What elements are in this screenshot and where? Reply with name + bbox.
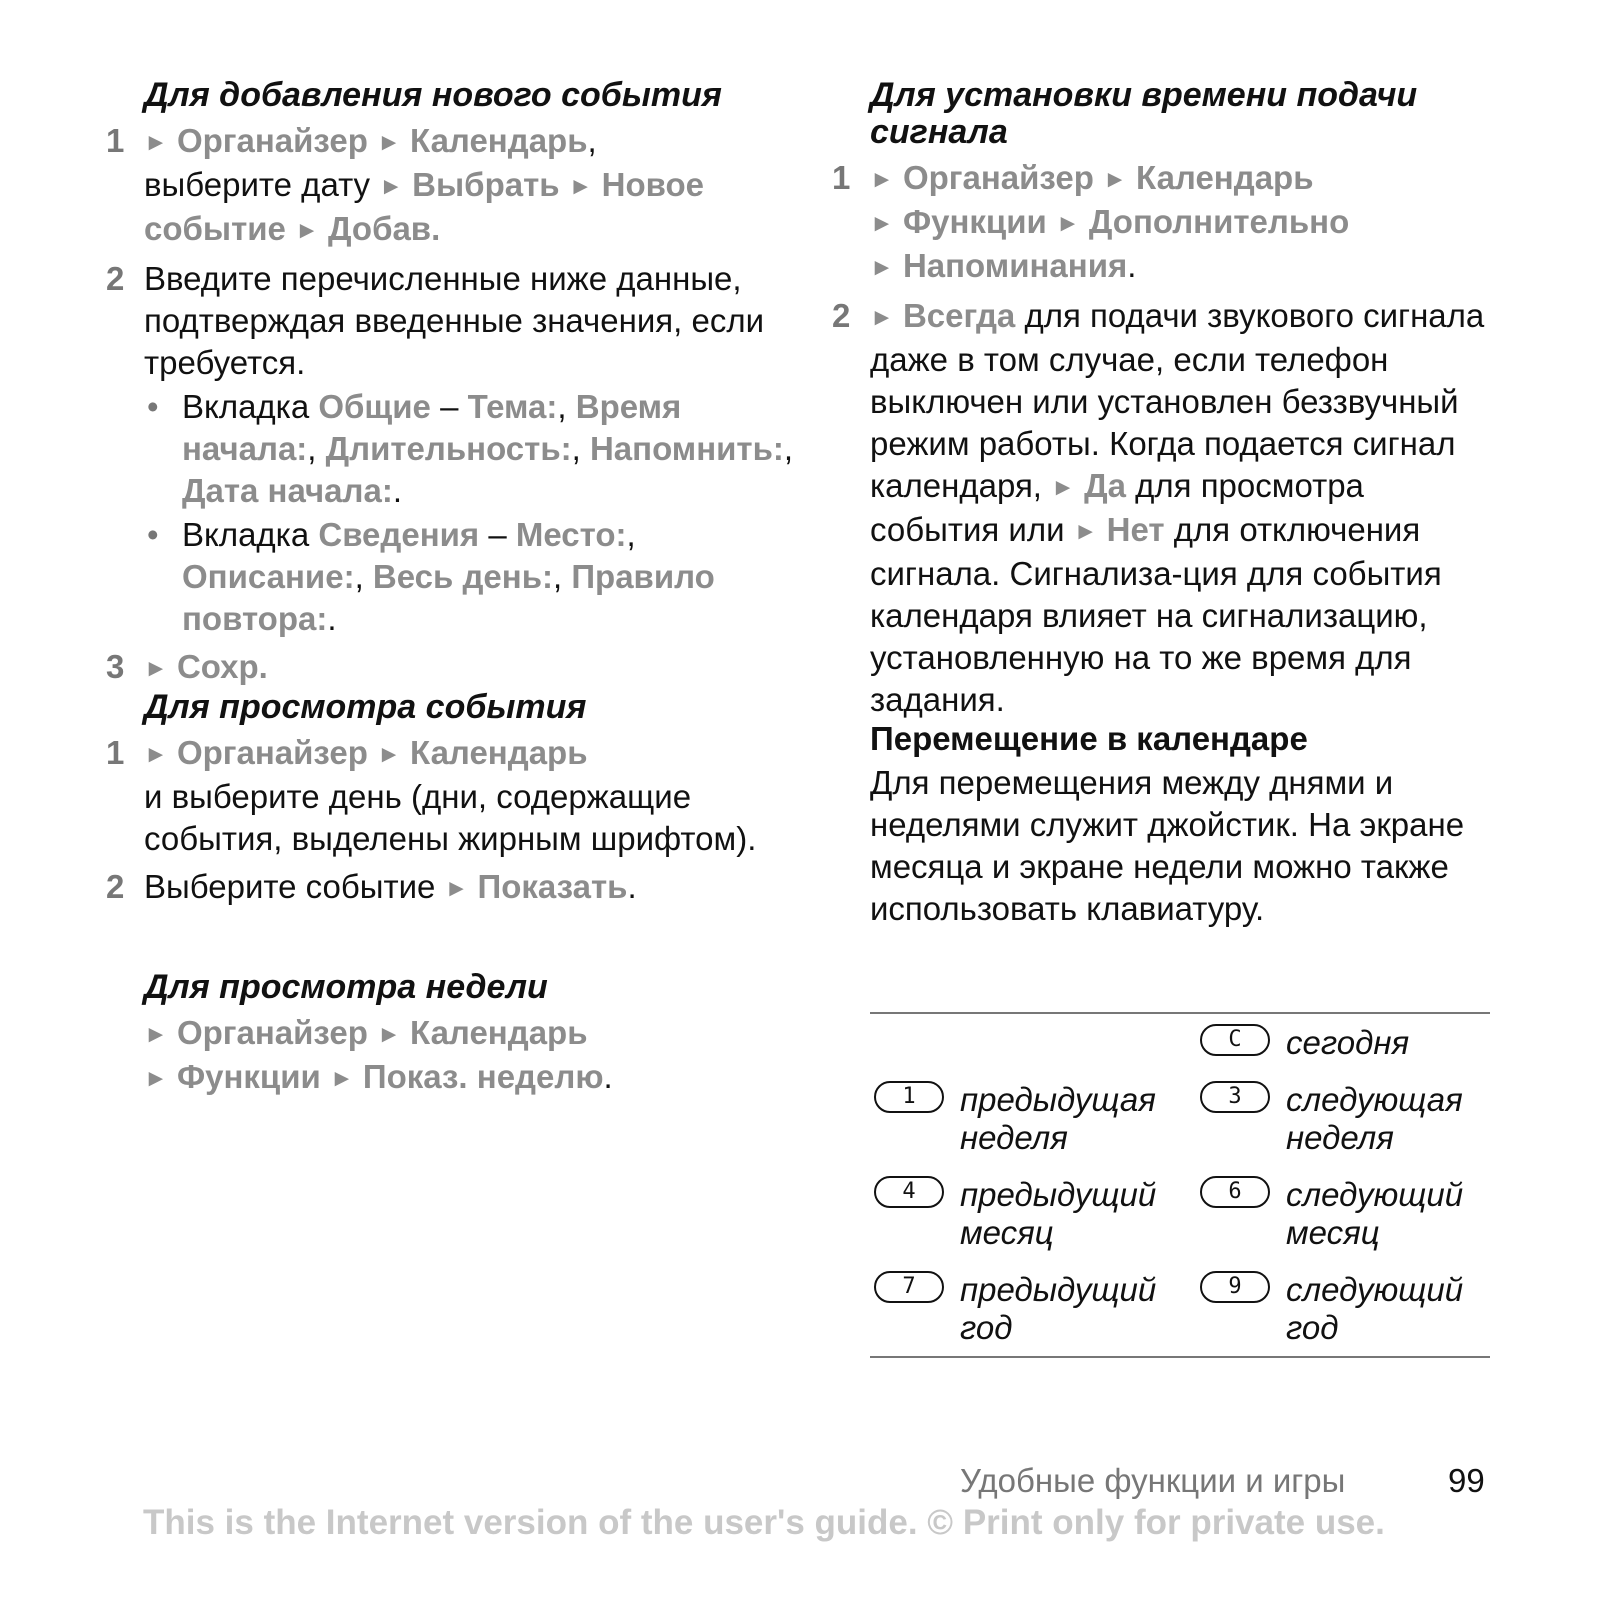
step-text: Введите перечисленные ниже данные, подтверждая введенные значения, если требуется. bbox=[144, 260, 765, 381]
period: . bbox=[327, 600, 337, 637]
watermark-text: This is the Internet version of the user's guide. © Print only for private use. bbox=[143, 1503, 1385, 1542]
key-9-icon: 9 bbox=[1200, 1271, 1270, 1303]
menu-item: Календарь bbox=[410, 122, 588, 159]
menu-item: Добав. bbox=[328, 210, 441, 247]
tab-prefix: Вкладка bbox=[182, 388, 310, 425]
page-number: 99 bbox=[1448, 1462, 1485, 1499]
field-name: Дата начала: bbox=[182, 472, 393, 509]
arrow-icon: ► bbox=[144, 1021, 168, 1048]
step-number: 1 bbox=[106, 734, 125, 771]
key-1-icon: 1 bbox=[874, 1081, 944, 1113]
comma: , bbox=[587, 122, 597, 159]
step-item bbox=[106, 732, 796, 860]
arrow-icon: ► bbox=[870, 166, 894, 193]
key-4-icon: 4 bbox=[874, 1176, 944, 1208]
step-number: 2 bbox=[832, 297, 851, 334]
key-label: предыдущая неделя bbox=[960, 1081, 1156, 1156]
arrow-icon: ► bbox=[870, 210, 894, 237]
field-name: Напомнить: bbox=[589, 430, 784, 467]
field-name: Длительность: bbox=[325, 430, 572, 467]
comma: , bbox=[783, 430, 794, 467]
arrow-icon: ► bbox=[377, 1021, 401, 1048]
arrow-icon: ► bbox=[377, 741, 401, 768]
key-label: предыдущий год bbox=[960, 1271, 1157, 1346]
step-number: 1 bbox=[106, 122, 125, 159]
key-3-icon: 3 bbox=[1200, 1081, 1270, 1113]
menu-item: Органайзер bbox=[176, 734, 368, 771]
menu-item: Новое событие bbox=[144, 166, 704, 247]
menu-item: Сохр. bbox=[176, 648, 268, 685]
step-number: 2 bbox=[106, 868, 125, 905]
list-item bbox=[144, 386, 796, 512]
field-name: Правило повтора: bbox=[182, 558, 715, 637]
menu-item: Всегда bbox=[902, 297, 1016, 334]
comma: , bbox=[571, 430, 581, 467]
step-text: Выберите событие bbox=[144, 868, 436, 905]
arrow-icon: ► bbox=[1073, 518, 1098, 545]
field-name: Место: bbox=[515, 516, 627, 553]
comma: , bbox=[552, 558, 563, 595]
tab-prefix: Вкладка bbox=[182, 516, 310, 553]
step-text: для подачи звукового сигнала даже в том случае, если телефон выключен или установлен беззвучный режим работы. Когда подается сигнал календаря, bbox=[870, 297, 1485, 504]
dash: – bbox=[440, 388, 459, 425]
arrow-icon: ► bbox=[144, 129, 168, 156]
menu-item: Органайзер bbox=[902, 159, 1094, 196]
menu-item: Нет bbox=[1106, 511, 1165, 548]
keys-table bbox=[870, 1012, 1490, 1358]
navigation-text: Для перемещения между днями и неделями служит джойстик. На экране месяца и экране недели можно также использовать клавиатуру. bbox=[870, 764, 1465, 927]
view-event-section bbox=[106, 689, 796, 916]
step-number: 1 bbox=[832, 159, 851, 196]
arrow-icon: ► bbox=[144, 655, 168, 682]
menu-item: Органайзер bbox=[176, 122, 368, 159]
add-event-heading: Для добавления нового события bbox=[144, 76, 722, 114]
key-c-icon: C bbox=[1200, 1024, 1270, 1056]
key-label: сегодня bbox=[1286, 1024, 1410, 1061]
arrow-icon: ► bbox=[1103, 166, 1127, 193]
add-event-section bbox=[106, 77, 796, 696]
arrow-icon: ► bbox=[870, 254, 894, 281]
menu-item: Сведения bbox=[318, 516, 480, 553]
period: . bbox=[627, 868, 637, 905]
view-week-section bbox=[106, 969, 796, 1100]
arrow-icon: ► bbox=[568, 173, 593, 200]
key-label: предыдущий месяц bbox=[960, 1176, 1157, 1251]
arrow-icon: ► bbox=[1055, 210, 1080, 237]
step-text: и выберите день (дни, содержащие события, выделены жирным шрифтом). bbox=[144, 778, 757, 857]
step-item bbox=[832, 295, 1495, 721]
field-name: Тема: bbox=[467, 388, 558, 425]
list-item bbox=[144, 514, 796, 640]
bullet-icon: • bbox=[147, 388, 159, 425]
step-text: для отключения сигнала. Сигнализа-ция для события календаря влияет на сигнализацию, установленную на то же время для задания. bbox=[870, 511, 1442, 718]
key-label: следующий год bbox=[1286, 1271, 1464, 1346]
menu-item: Календарь bbox=[410, 734, 588, 771]
period: . bbox=[603, 1058, 613, 1095]
menu-item: Напоминания bbox=[902, 247, 1128, 284]
bullet-icon: • bbox=[147, 516, 159, 553]
set-alarm-section bbox=[832, 77, 1522, 727]
menu-item: Функции bbox=[176, 1058, 321, 1095]
step-text: выберите дату bbox=[144, 166, 371, 203]
comma: , bbox=[626, 516, 636, 553]
arrow-icon: ► bbox=[329, 1065, 354, 1092]
step-text: для просмотра события или bbox=[870, 467, 1364, 548]
dash: – bbox=[488, 516, 507, 553]
view-event-heading: Для просмотра события bbox=[144, 688, 587, 726]
set-alarm-heading: Для установки времени подачи сигнала bbox=[870, 76, 1418, 151]
arrow-icon: ► bbox=[1051, 474, 1075, 501]
period: . bbox=[392, 472, 402, 509]
field-name: Время начала: bbox=[182, 388, 682, 467]
comma: , bbox=[354, 558, 364, 595]
arrow-icon: ► bbox=[377, 129, 401, 156]
key-7-icon: 7 bbox=[874, 1271, 944, 1303]
menu-item: Календарь bbox=[1136, 159, 1314, 196]
menu-item: Показать bbox=[477, 868, 628, 905]
menu-item: Функции bbox=[902, 203, 1047, 240]
arrow-icon: ► bbox=[444, 875, 469, 902]
menu-item: Да bbox=[1084, 467, 1126, 504]
key-label: следующая неделя bbox=[1286, 1081, 1463, 1156]
bullet-list bbox=[144, 386, 796, 640]
menu-item: Выбрать bbox=[412, 166, 560, 203]
menu-item: Общие bbox=[318, 388, 431, 425]
step-number: 3 bbox=[106, 648, 125, 685]
view-week-path bbox=[144, 1012, 796, 1100]
key-6-icon: 6 bbox=[1200, 1176, 1270, 1208]
arrow-icon: ► bbox=[870, 304, 894, 331]
step-item bbox=[106, 866, 796, 910]
arrow-icon: ► bbox=[295, 217, 319, 244]
navigation-heading: Перемещение в календаре bbox=[870, 720, 1308, 757]
step-item bbox=[106, 120, 796, 252]
menu-item: Органайзер bbox=[176, 1014, 368, 1051]
arrow-icon: ► bbox=[379, 173, 403, 200]
menu-item: Показ. неделю bbox=[362, 1058, 604, 1095]
comma: , bbox=[307, 430, 317, 467]
field-name: Описание: bbox=[182, 558, 355, 595]
footer-section-title: Удобные функции и игры bbox=[960, 1462, 1346, 1499]
field-name: Весь день: bbox=[372, 558, 553, 595]
step-item bbox=[106, 258, 796, 640]
menu-item: Дополнительно bbox=[1088, 203, 1350, 240]
step-item bbox=[832, 157, 1522, 289]
step-number: 2 bbox=[106, 260, 125, 297]
arrow-icon: ► bbox=[144, 1065, 168, 1092]
period: . bbox=[1127, 247, 1137, 284]
comma: , bbox=[557, 388, 567, 425]
arrow-icon: ► bbox=[144, 741, 168, 768]
navigation-section bbox=[832, 720, 1522, 930]
view-week-heading: Для просмотра недели bbox=[144, 968, 548, 1006]
menu-item: Календарь bbox=[410, 1014, 588, 1051]
key-label: следующий месяц bbox=[1286, 1176, 1464, 1251]
step-item bbox=[106, 646, 796, 690]
